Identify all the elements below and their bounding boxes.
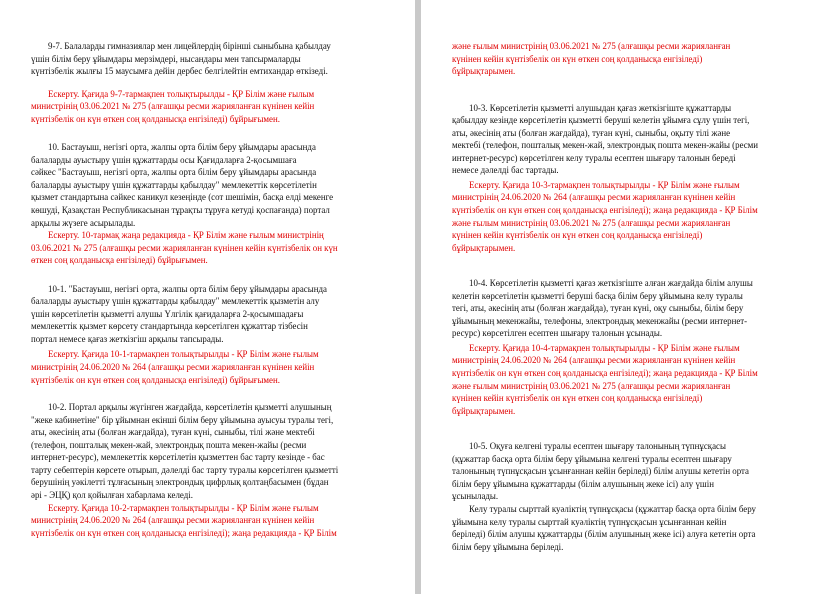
document-page-left bbox=[0, 0, 415, 594]
paragraph-10-5: 10-5. Оқуға келгені туралы есептен шығару талонының түпнұсқасы (құжаттар басқа орта білім беру ұйымына келгені туралы есептен шығару талонының түпнұсқасын ұсынғаннан кейін беріледі) білім алушы кететін орта білім беру ұйымына құжаттарды (білім алушының жеке ісі) алу үшін ұсынылады. bbox=[452, 441, 749, 502]
note-10: Ескерту. 10-тармақ жаңа редакцияда - ҚР Білім және ғылым министрінің 03.06.2021 № 275 (алғашқы ресми жарияланған күнінен кейін күнтізбелік он күн өткен соң қолданысқа енгізіледі) бұйрығымен. bbox=[31, 230, 338, 266]
note-10-2-continued: және ғылым министрінің 03.06.2021 № 275 (алғашқы ресми жарияланған күнінен кейін күнтізбелік он күн өткен соң қолданысқа енгізіледі) бұйрықтарымен. bbox=[452, 41, 731, 77]
paragraph-10-3: 10-3. Көрсетілетін қызметті алушыдан қағаз жеткізгіште құжаттарды қабылдау кезінде көрсетілетін қызметті беруші келетін ұйымға сұлу үшін тегі, аты, әкесінің аты (болған жағдайда), туған күні, сыныбы, оқыту тілі және мектебі (телефон, пошталық мекен-жай, электрондық пошта мекен-жайы (ресми интернет-ресурс) көрсетілген келу туралы есептен шығару талонын береді немесе дәлелді бас тартады. bbox=[452, 102, 759, 176]
paragraph-10-4: 10-4. Көрсетілетін қызметті қағаз жеткізгіште алған жағдайда білім алушы келетін көрсетілетін қызметті беруші басқа білім беру ұйымына келу туралы тегі, аты, әкесінің аты (болған жағдайда), туған күні, оқу сыныбы, білім беру ұйымының мекенжайы, телефоны, электрондық мекенжайы (ресми интернет- ресурс) көрсетілген есептен шығару талонын ұсынады. bbox=[452, 278, 753, 339]
document-page-right bbox=[421, 0, 839, 594]
paragraph-9-7: 9-7. Балаларды гимназиялар мен лицейлердің бірінші сыныбына қабылдау үшін білім беру ұйымдары мерзімдері, нысандары мен тапсырмаларды күнтізбелік жылғы 15 маусымға дейін дербес белгілейтін емтихандар өткізеді. bbox=[31, 41, 331, 77]
note-10-1: Ескерту. Қағида 10-1-тармақпен толықтырылды - ҚР Білім және ғылым министрінің 24.06.2020 № 264 (алғашқы ресми жарияланған күнінен кейін күнтізбелік он күн өткен соң қолданысқа енгізіледі) бұйрығымен. bbox=[31, 349, 319, 385]
page-text-column bbox=[31, 40, 385, 594]
note-10-3: Ескерту. Қағида 10-3-тармақпен толықтырылды - ҚР Білім және ғылым министрінің 24.06.2020 № 264 (алғашқы ресми жарияланған күнінен кейін күнтізбелік он күн өткен соң қолданысқа енгізіледі); жаңа редакцияда - ҚР Білім және ғылым министрінің 03.06.2021 № 275 (алғашқы ресми жарияланған күнінен кейін күнтізбелік он күн өткен соң қолданысқа енгізіледі) бұйрықтарымен. bbox=[452, 179, 758, 253]
note-10-2: Ескерту. Қағида 10-2-тармақпен толықтырылды - ҚР Білім және ғылым министрінің 24.06.2020 № 264 (алғашқы ресми жарияланған күнінен кейін күнтізбелік он күн өткен соң қолданысқа енгізіледі); жаңа редакцияда - ҚР Білім bbox=[31, 502, 337, 538]
paragraph-10: 10. Бастауыш, негізгі орта, жалпы орта білім беру ұйымдары арасында балаларды ауыстыру үшін құжаттарды осы Қағидаларға 2-қосымшаға сәйкес "Бастауыш, негізгі орта, жалпы орта білім беру ұйымдары арасында балаларды ауыстыру үшін құжаттарды қабылдау" мемлекеттік көрсетілетін қызмет стандартына сәйкес каникул кезеңінде (сот шешімін, басқа елді мекенге көшуді, Қазақстан Республикасынан тұрақты тұруға кетуді қоспағанда) портал арқылы жүзеге асырылады. bbox=[31, 142, 334, 228]
note-10-4: Ескерту. Қағида 10-4-тармақпен толықтырылды - ҚР Білім және ғылым министрінің 24.06.2020 № 264 (алғашқы ресми жарияланған күнінен кейін күнтізбелік он күн өткен соң қолданысқа енгізіледі); жаңа редакцияда - ҚР Білім және ғылым министрінің 03.06.2021 № 275 (алғашқы ресми жарияланған күнінен кейін күнтізбелік он күн өткен соң қолданысқа енгізіледі) бұйрықтарымен. bbox=[452, 342, 758, 416]
page-text-column bbox=[452, 40, 807, 594]
note-9-7: Ескерту. Қағида 9-7-тармақпен толықтырылды - ҚР Білім және ғылым министрінің 03.06.2021 № 275 (алғашқы ресми жарияланған күнінен кейін күнтізбелік он күн өткен соң қолданысқа енгізіледі) бұйрығымен. bbox=[31, 88, 315, 124]
paragraph-10-5-continued: Келу туралы сырттай куәліктің түпнұсқасы (құжаттар басқа орта білім беру ұйымына келу туралы сырттай куәліктің түпнұсқасын ұсынғаннан кейін беріледі) білім алушы құжаттарды (білім алушының жеке ісі) алуға кететін орта білім беру ұйымына беріледі. bbox=[452, 503, 756, 552]
paragraph-10-1: 10-1. "Бастауыш, негізгі орта, жалпы орта білім беру ұйымдары арасында балаларды ауыстыру үшін құжаттарды қабылдау" мемлекеттік қызметін алу үшін көрсетілетін қызметті алушы Үлгілік қағидаларға 2-қосымшадағы мемлекеттік қызмет көрсету стандартында көрсетілген құжаттар тізбесін портал немесе қағаз жеткізгіш арқылы тапсырады. bbox=[31, 283, 327, 344]
paragraph-10-2: 10-2. Портал арқылы жүгінген жағдайда, көрсетілетін қызметті алушының "жеке кабинетіне" бір ұйымнан екінші білім беру ұйымына ауысуы туралы тегі, аты, әкесінің аты (болған жағдайда), туған күні, сыныбы, тілі және мектебі (телефон, пошталық мекен-жай, электрондық пошта мекен-жайы (ресми интернет-ресурс), мемлекеттік көрсетілетін қызметтен бас тарту кезінде - бас тарту себептерін көрсете отырып, дәлелді бас тарту туралы көрсетілген қызметті берушінің уәкілетті тұлғасының электрондық цифрлық қолтаңбасымен (бұдан әрі - ЭЦҚ) қол қойылған хабарлама келеді. bbox=[31, 402, 339, 500]
